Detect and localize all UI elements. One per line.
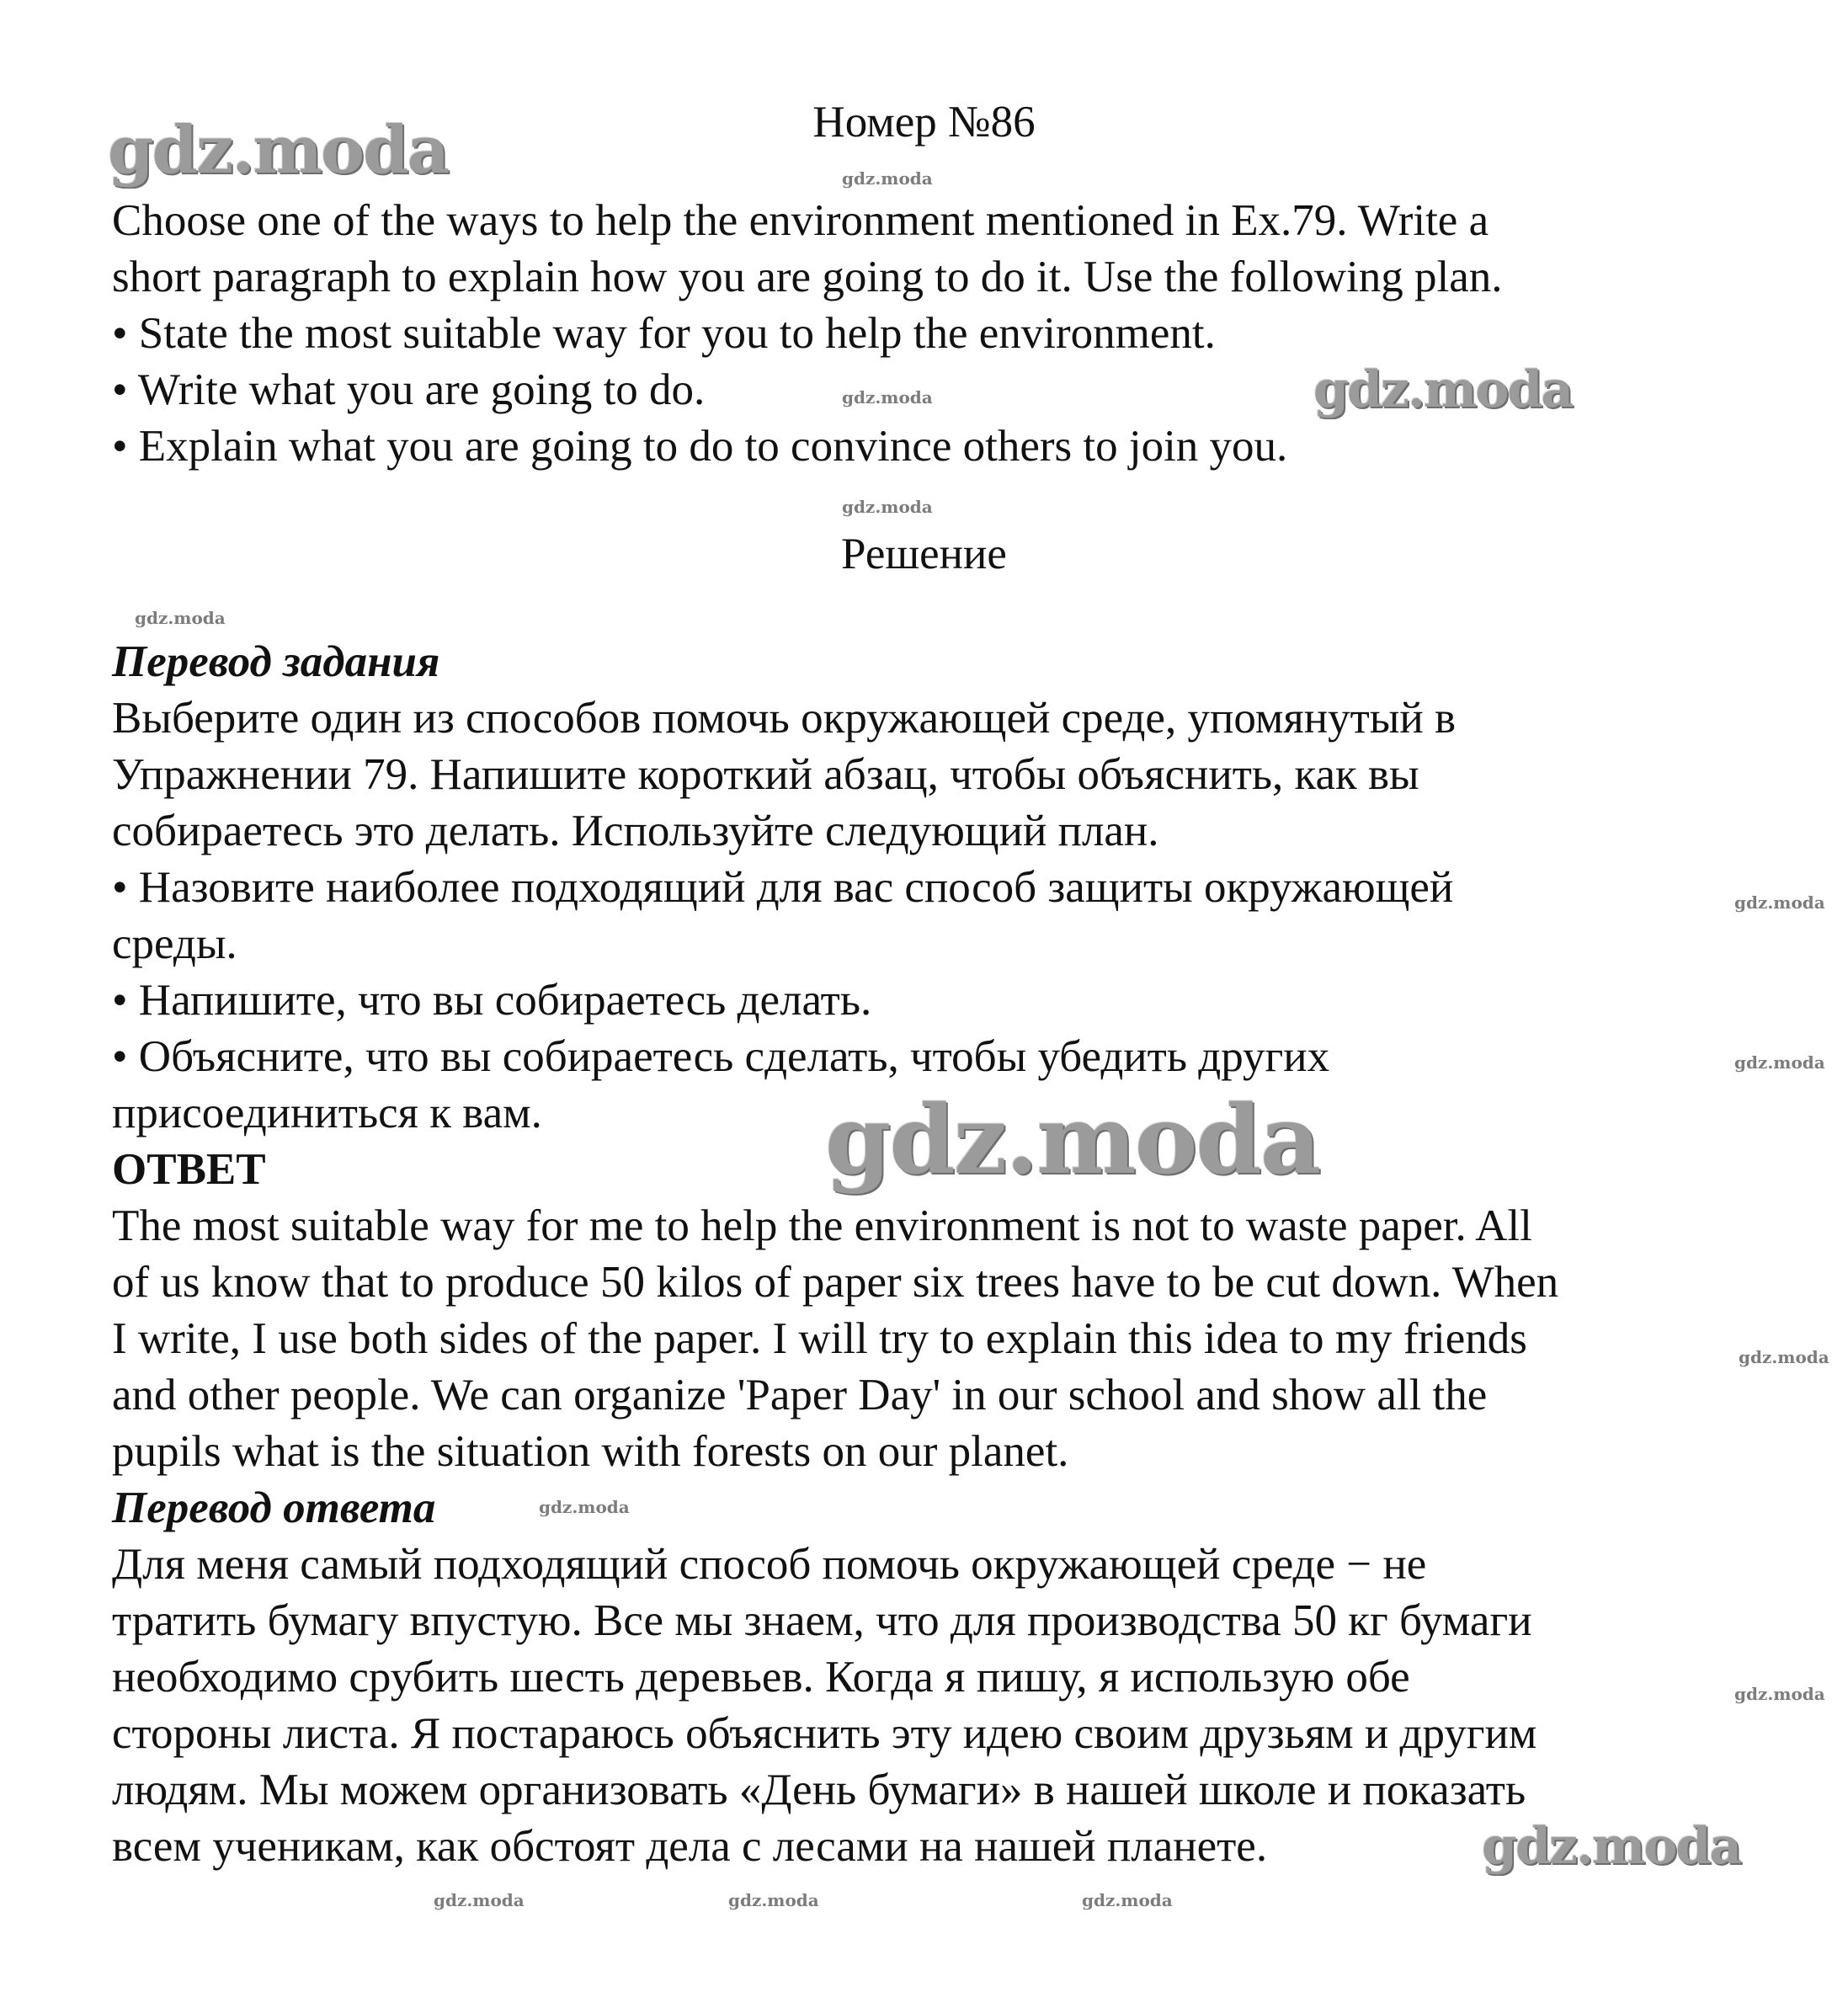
watermark-small: gdz.moda [842, 497, 933, 517]
solution-heading: Решение [841, 530, 1007, 578]
watermark-small: gdz.moda [1739, 1347, 1829, 1367]
answer-translation-line: стороны листа. Я постараюсь объяснить эту идею своим друзьям и другим [112, 1709, 1537, 1758]
translation-line: • Объясните, что вы собираетесь сделать, чтобы убедить других [112, 1032, 1330, 1081]
watermark-small: gdz.moda [434, 1890, 525, 1910]
task-line: • Explain what you are going to do to convince others to join you. [112, 422, 1288, 471]
answer-line: pupils what is the situation with forests on our planet. [112, 1427, 1069, 1476]
translation-line: • Напишите, что вы собираетесь делать. [112, 976, 872, 1025]
answer-translation-line: тратить бумагу впустую. Все мы знаем, что для производства 50 кг бумаги [112, 1596, 1532, 1645]
watermark-small: gdz.moda [135, 608, 226, 628]
answer-translation-heading: Перевод ответа [112, 1483, 436, 1532]
translation-line: Упражнении 79. Напишите короткий абзац, чтобы объяснить, как вы [112, 750, 1419, 799]
watermark-small: gdz.moda [1734, 1684, 1825, 1704]
watermark-logo: gdz.moda [108, 112, 449, 189]
solution-body [112, 634, 1796, 1875]
watermark-logo: gdz.moda [1482, 1817, 1741, 1876]
answer-translation-line: всем ученикам, как обстоят дела с лесами на нашей планете. [112, 1822, 1268, 1871]
answer-translation-line: Для меня самый подходящий способ помочь окружающей среде − не [112, 1540, 1427, 1589]
watermark-small: gdz.moda [1734, 1052, 1825, 1073]
task-line: short paragraph to explain how you are going to do it. Use the following plan. [112, 253, 1503, 301]
answer-line: The most suitable way for me to help the environment is not to waste paper. All [112, 1201, 1532, 1250]
translation-line: • Назовите наиболее подходящий для вас способ защиты окружающей [112, 863, 1454, 912]
task-line: • Write what you are going to do. [112, 365, 706, 414]
translation-line: собираетесь это делать. Используйте следующий план. [112, 807, 1159, 855]
task-line: • State the most suitable way for you to help the environment. [112, 309, 1216, 358]
watermark-small: gdz.moda [1734, 892, 1825, 913]
answer-translation-line: людям. Мы можем организовать «День бумаги» в нашей школе и показать [112, 1766, 1526, 1814]
watermark-small: gdz.moda [842, 387, 933, 407]
answer-translation-line: необходимо срубить шесть деревьев. Когда я пишу, я использую обе [112, 1653, 1410, 1702]
task-text [112, 193, 1796, 475]
answer-line: and other people. We can organize 'Paper Day' in our school and show all the [112, 1371, 1488, 1419]
page-title: Номер №86 [812, 98, 1036, 146]
watermark-small: gdz.moda [728, 1890, 819, 1910]
watermark-logo: gdz.moda [825, 1085, 1320, 1196]
watermark-small: gdz.moda [842, 168, 933, 189]
watermark-logo: gdz.moda [1313, 360, 1573, 419]
watermark-small: gdz.moda [539, 1497, 630, 1517]
answer-line: I write, I use both sides of the paper. I will try to explain this idea to my friends [112, 1314, 1527, 1363]
translation-line: присоединиться к вам. [112, 1089, 542, 1137]
task-line: Choose one of the ways to help the environment mentioned in Ex.79. Write a [112, 196, 1489, 245]
translation-line: Выберите один из способов помочь окружающей среде, упомянутый в [112, 694, 1457, 743]
answer-heading: ОТВЕТ [112, 1145, 266, 1194]
task-translation-heading: Перевод задания [112, 637, 440, 686]
watermark-small: gdz.moda [1082, 1890, 1173, 1910]
answer-line: of us know that to produce 50 kilos of paper six trees have to be cut down. When [112, 1258, 1559, 1307]
translation-line: среды. [112, 919, 237, 968]
